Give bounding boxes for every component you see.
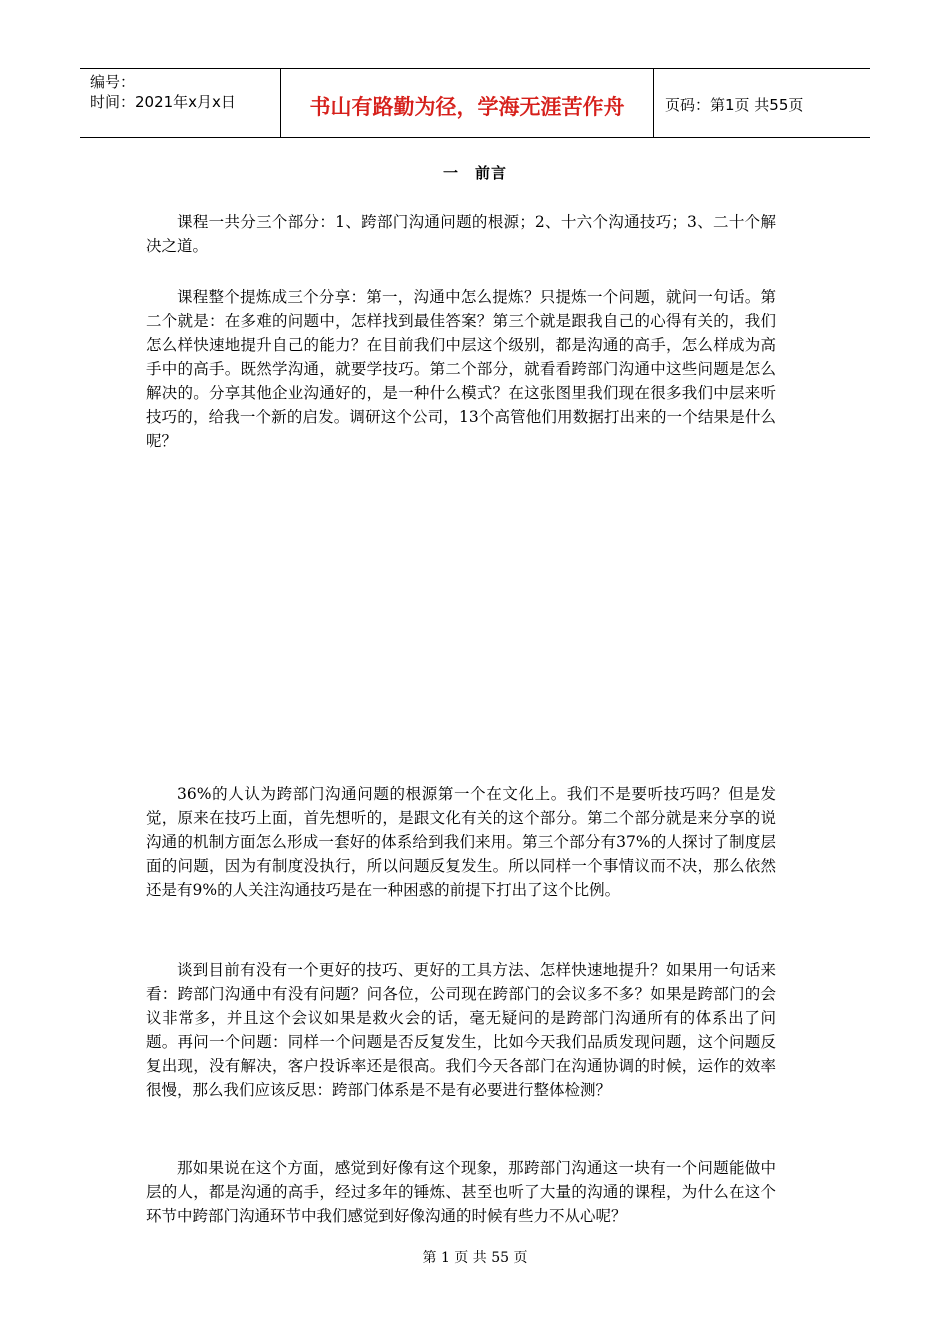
header-meta-cell (80, 69, 280, 137)
header-motto-cell (280, 69, 654, 137)
section-title: 一 前言 (442, 164, 507, 182)
paragraph-2: 课程整个提炼成三个分享：第一，沟通中怎么提炼？只提炼一个问题，就问一句话。第二个就是：在多难的问题中，怎样找到最佳答案？第三个就是跟我自己的心得有关的，我们怎么样快速地提升自己的能力？在目前我们中层这个级别，都是沟通的高手，怎么样成为高手中的高手。既然学沟通，就要学技巧。第二个部分，就看看跨部门沟通中这些问题是怎么解决的。分享其他企业沟通好的，是一种什么模式？在这张图里我们现在很多我们中层来听技巧的，给我一个新的启发。调研这个公司，13个高管他们用数据打出来的一个结果是什么呢？ (146, 288, 776, 450)
paragraph-5: 那如果说在这个方面，感觉到好像有这个现象，那跨部门沟通这一块有一个问题能做中层的人，都是沟通的高手，经过多年的锤炼、甚至也听了大量的沟通的课程，为什么在这个环节中跨部门沟通环节中我们感觉到好像沟通的时候有些力不从心呢？ (146, 1159, 776, 1225)
document-number-label: 编号： (90, 73, 136, 91)
header-page-info: 页码：第1页 共55页 (665, 96, 804, 114)
paragraph-4: 谈到目前有没有一个更好的技巧、更好的工具方法、怎样快速地提升？如果用一句话来看：跨部门沟通中有没有问题？问各位，公司现在跨部门的会议多不多？如果是跨部门的会议非常多，并且这个会议如果是救火会的话，毫无疑问的是跨部门沟通所有的体系出了问题。再问一个问题：同样一个问题是否反复发生，比如今天我们品质发现问题，这个问题反复出现，没有解决，客户投诉率还是很高。我们今天各部门在沟通协调的时候，运作的效率很慢，那么我们应该反思：跨部门体系是不是有必要进行整体检测？ (146, 961, 776, 1099)
paragraph-3: 36%的人认为跨部门沟通问题的根源第一个在文化上。我们不是要听技巧吗？但是发觉，原来在技巧上面，首先想听的，是跟文化有关的这个部分。第二个部分就是来分享的说沟通的机制方面怎么形成一套好的体系给到我们来用。第三个部分有37%的人探讨了制度层面的问题，因为有制度没执行，所以问题反复发生。所以同样一个事情议而不决，那么依然还是有9%的人关注沟通技巧是在一种困惑的前提下打出了这个比例。 (146, 785, 776, 899)
paragraph-1: 课程一共分三个部分：1、跨部门沟通问题的根源；2、十六个沟通技巧；3、二十个解决之道。 (146, 213, 776, 255)
header-motto: 书山有路勤为径，学海无涯苦作舟 (309, 95, 625, 119)
document-date-label: 时间：2021年x月x日 (90, 93, 236, 111)
document-header (80, 68, 870, 138)
header-page-cell (653, 69, 870, 137)
page-footer: 第 1 页 共 55 页 (422, 1250, 528, 1266)
